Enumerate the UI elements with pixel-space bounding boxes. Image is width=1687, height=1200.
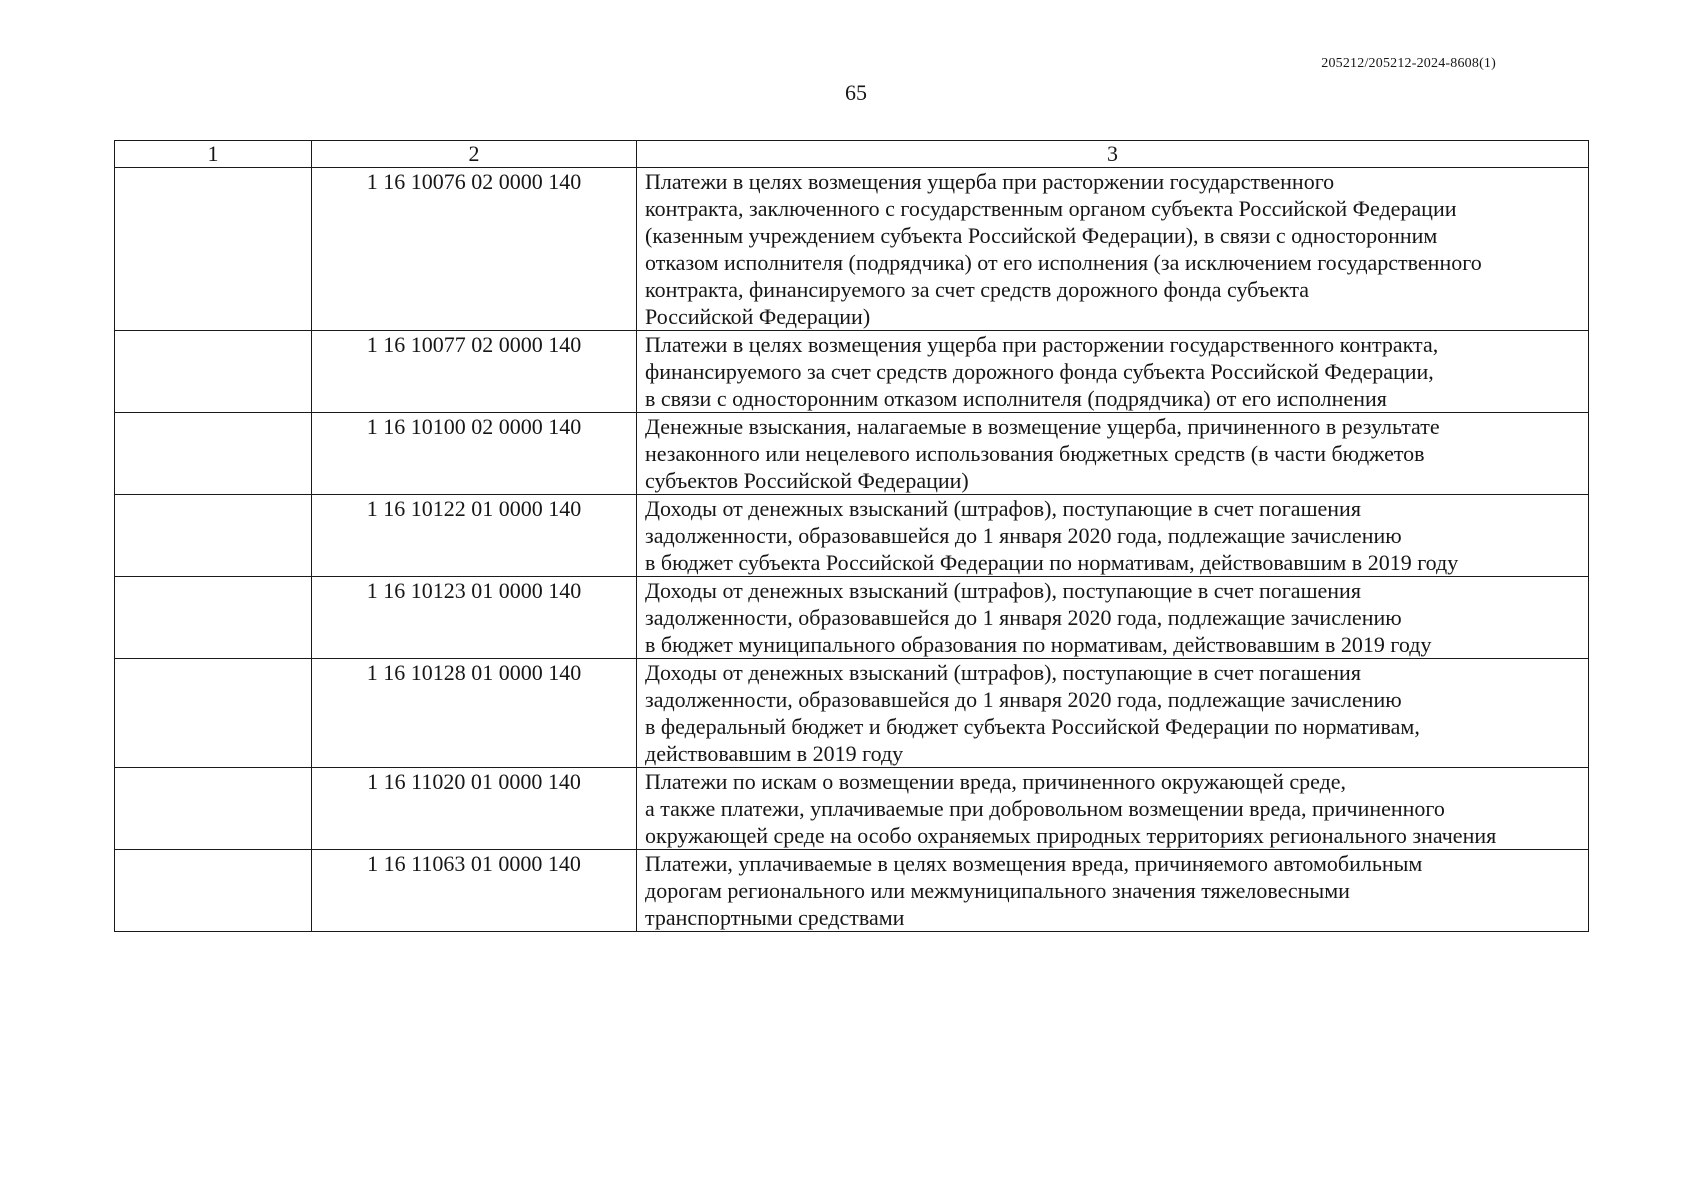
description-line: действовавшим в 2019 году — [645, 741, 904, 766]
page-number: 65 — [845, 80, 867, 105]
revenue-code-cell: 1 16 11063 01 0000 140 — [312, 850, 637, 932]
row-number-cell — [115, 331, 312, 413]
description-line: Российской Федерации) — [645, 304, 871, 329]
description-line: контракта, заключенного с государственным органом субъекта Российской Федерации — [645, 196, 1457, 221]
table-row — [115, 168, 1589, 331]
description-cell — [637, 495, 1589, 577]
row-number-cell — [115, 577, 312, 659]
revenue-code-cell: 1 16 10123 01 0000 140 — [312, 577, 637, 659]
table-row — [115, 850, 1589, 932]
description-line: отказом исполнителя (подрядчика) от его исполнения (за исключением государственного — [645, 250, 1482, 275]
description-line: Доходы от денежных взысканий (штрафов), поступающие в счет погашения — [645, 496, 1361, 521]
revenue-code-cell: 1 16 10077 02 0000 140 — [312, 331, 637, 413]
description-line: Доходы от денежных взысканий (штрафов), поступающие в счет погашения — [645, 660, 1361, 685]
description-line: Доходы от денежных взысканий (штрафов), поступающие в счет погашения — [645, 578, 1361, 603]
description-line: контракта, финансируемого за счет средств дорожного фонда субъекта — [645, 277, 1310, 302]
description-line: Платежи в целях возмещения ущерба при расторжении государственного — [645, 169, 1335, 194]
description-line: субъектов Российской Федерации) — [645, 468, 969, 493]
description-cell — [637, 577, 1589, 659]
description-line: Платежи в целях возмещения ущерба при расторжении государственного контракта, — [645, 332, 1439, 357]
description-line: задолженности, образовавшейся до 1 января 2020 года, подлежащие зачислению — [645, 605, 1402, 630]
row-number-cell — [115, 850, 312, 932]
revenue-code-cell: 1 16 10128 01 0000 140 — [312, 659, 637, 768]
description-line: (казенным учреждением субъекта Российской Федерации), в связи с односторонним — [645, 223, 1438, 248]
description-line: незаконного или нецелевого использования бюджетных средств (в части бюджетов — [645, 441, 1425, 466]
document-id: 205212/205212-2024-8608(1) — [1321, 56, 1496, 71]
table-row — [115, 495, 1589, 577]
column-header-3: 3 — [637, 141, 1589, 168]
description-line: финансируемого за счет средств дорожного фонда субъекта Российской Федерации, — [645, 359, 1434, 384]
description-line: транспортными средствами — [645, 905, 905, 930]
description-cell — [637, 659, 1589, 768]
revenue-code-cell: 1 16 10122 01 0000 140 — [312, 495, 637, 577]
table-row — [115, 577, 1589, 659]
description-line: в связи с односторонним отказом исполнителя (подрядчика) от его исполнения — [645, 386, 1387, 411]
revenue-code-cell: 1 16 10076 02 0000 140 — [312, 168, 637, 331]
revenue-codes-table — [114, 140, 1589, 932]
description-line: Платежи, уплачиваемые в целях возмещения вреда, причиняемого автомобильным — [645, 851, 1423, 876]
description-cell — [637, 413, 1589, 495]
description-cell — [637, 331, 1589, 413]
description-cell — [637, 768, 1589, 850]
description-line: Денежные взыскания, налагаемые в возмещение ущерба, причиненного в результате — [645, 414, 1440, 439]
column-header-2: 2 — [312, 141, 637, 168]
column-header-1: 1 — [115, 141, 312, 168]
description-cell — [637, 168, 1589, 331]
description-line: в федеральный бюджет и бюджет субъекта Российской Федерации по нормативам, — [645, 714, 1420, 739]
description-line: окружающей среде на особо охраняемых природных территориях регионального значения — [645, 823, 1497, 848]
table-header-row — [115, 141, 1589, 168]
table-row — [115, 413, 1589, 495]
description-line: задолженности, образовавшейся до 1 января 2020 года, подлежащие зачислению — [645, 523, 1402, 548]
row-number-cell — [115, 768, 312, 850]
revenue-code-cell: 1 16 11020 01 0000 140 — [312, 768, 637, 850]
description-line: а также платежи, уплачиваемые при добровольном возмещении вреда, причиненного — [645, 796, 1445, 821]
description-line: дорогам регионального или межмуниципального значения тяжеловесными — [645, 878, 1350, 903]
description-cell — [637, 850, 1589, 932]
row-number-cell — [115, 659, 312, 768]
description-line: в бюджет муниципального образования по нормативам, действовавшим в 2019 году — [645, 632, 1432, 657]
row-number-cell — [115, 168, 312, 331]
table-body — [115, 141, 1589, 932]
description-line: Платежи по искам о возмещении вреда, причиненного окружающей среде, — [645, 769, 1347, 794]
table-row — [115, 659, 1589, 768]
revenue-code-cell: 1 16 10100 02 0000 140 — [312, 413, 637, 495]
description-line: в бюджет субъекта Российской Федерации по нормативам, действовавшим в 2019 году — [645, 550, 1459, 575]
row-number-cell — [115, 495, 312, 577]
description-line: задолженности, образовавшейся до 1 января 2020 года, подлежащие зачислению — [645, 687, 1402, 712]
table-row — [115, 768, 1589, 850]
row-number-cell — [115, 413, 312, 495]
table-row — [115, 331, 1589, 413]
